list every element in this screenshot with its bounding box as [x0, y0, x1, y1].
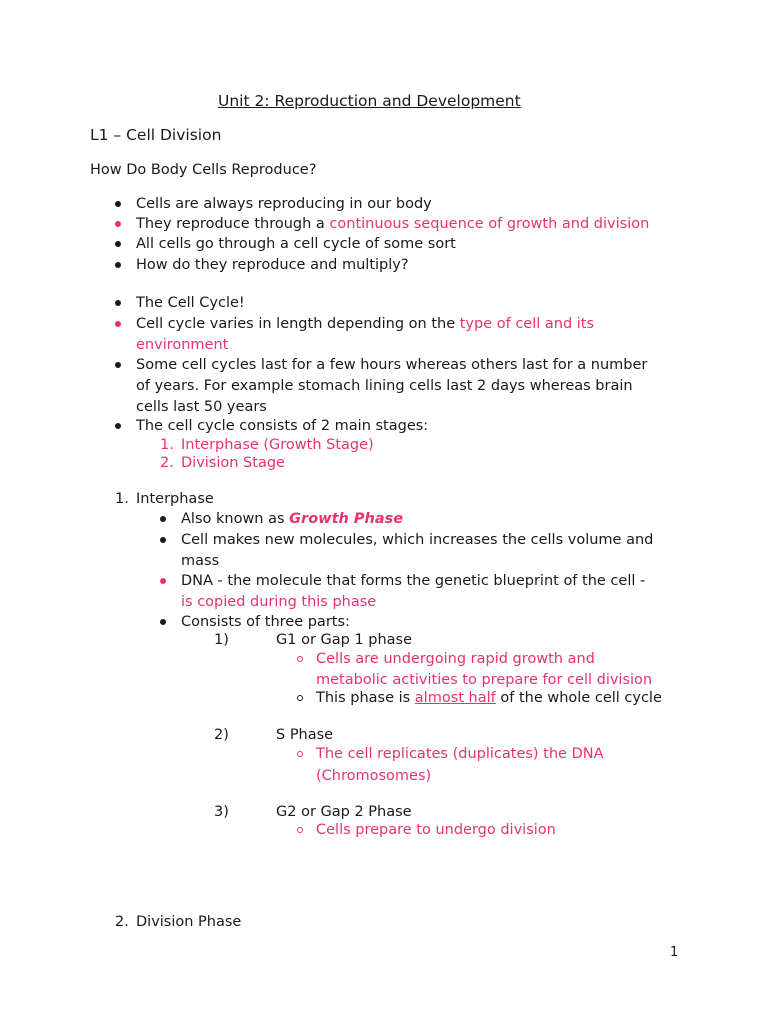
highlight-text: Cells are undergoing rapid growth and: [316, 651, 595, 667]
document-title: Unit 2: Reproduction and Development: [218, 92, 521, 110]
highlight-text: is copied during this phase: [181, 594, 377, 610]
section-heading: Division Phase: [136, 914, 242, 930]
bullet-text: mass: [181, 553, 220, 569]
bullet-text: DNA - the molecule that forms the genetic blueprint of the cell -: [181, 573, 646, 589]
sub-bullet-circle: [297, 827, 303, 833]
bullet-dot: [115, 201, 121, 207]
section-question: How Do Body Cells Reproduce?: [90, 162, 317, 178]
bullet-text: How do they reproduce and multiply?: [136, 257, 409, 273]
page-number: 1: [670, 945, 679, 960]
bullet-text: Cell makes new molecules, which increases the cells volume and: [181, 532, 654, 548]
sub-bullet-circle: [297, 751, 303, 757]
bullet-text-plain: Also known as: [181, 511, 290, 527]
part-heading: S Phase: [276, 727, 334, 743]
bullet-text: [181, 509, 403, 529]
bullet-text: Some cell cycles last for a few hours whereas others last for a number: [136, 357, 648, 373]
bullet-dot: [115, 221, 121, 227]
sub-bullet-circle: [297, 695, 303, 701]
bullet-text: of years. For example stomach lining cells last 2 days whereas brain: [136, 378, 633, 394]
highlight-text: Cells prepare to undergo division: [316, 822, 556, 838]
bullet-text-plain: Cell cycle varies in length depending on the: [136, 316, 460, 332]
bullet-dot: [115, 241, 121, 247]
highlight-text: type of cell and its: [459, 316, 595, 332]
list-number: 2.: [115, 914, 129, 930]
bullet-text: The cell cycle consists of 2 main stages:: [136, 418, 429, 434]
list-number: 1.: [160, 437, 174, 453]
bullet-dot: [115, 423, 121, 429]
highlight-text: The cell replicates (duplicates) the DNA: [316, 746, 604, 762]
part-heading: G2 or Gap 2 Phase: [276, 804, 412, 820]
bullet-text: cells last 50 years: [136, 399, 267, 415]
highlight-text: continuous sequence of growth and division: [329, 216, 650, 232]
stage-item: Division Stage: [181, 455, 285, 471]
highlight-text: metabolic activities to prepare for cell division: [316, 672, 653, 688]
bullet-dot: [115, 362, 121, 368]
bullet-text: The Cell Cycle!: [136, 295, 245, 311]
part-heading: G1 or Gap 1 phase: [276, 632, 413, 648]
bullet-dot: [115, 262, 121, 268]
bullet-text: Consists of three parts:: [181, 614, 350, 630]
sub-bullet-circle: [297, 656, 303, 662]
list-number: 1.: [115, 491, 129, 507]
bullet-dot: [160, 578, 166, 584]
sub-bullet-text-plain: of the whole cell cycle: [495, 690, 662, 706]
highlight-text: almost half: [414, 690, 496, 706]
bullet-dot: [160, 619, 166, 625]
bullet-dot: [115, 300, 121, 306]
section-heading: Interphase: [136, 491, 214, 507]
lesson-heading: L1 – Cell Division: [90, 126, 222, 144]
bullet-text: All cells go through a cell cycle of some sort: [136, 236, 456, 252]
bullet-dot: [160, 537, 166, 543]
list-number: 1): [214, 632, 229, 648]
list-number: 3): [214, 804, 229, 820]
highlight-text: Growth Phase: [289, 511, 404, 527]
list-number: 2): [214, 727, 229, 743]
sub-bullet-text-plain: This phase is: [316, 690, 415, 706]
bullet-text: Cells are always reproducing in our body: [136, 196, 432, 212]
highlight-text: (Chromosomes): [316, 768, 432, 784]
bullet-dot: [160, 516, 166, 522]
stage-item: Interphase (Growth Stage): [181, 437, 374, 453]
highlight-text: environment: [136, 337, 229, 353]
list-number: 2.: [160, 455, 174, 471]
bullet-text: [136, 214, 649, 234]
bullet-text: [136, 314, 594, 334]
bullet-text-plain: They reproduce through a: [136, 216, 330, 232]
sub-bullet-text: [316, 688, 662, 708]
bullet-dot: [115, 321, 121, 327]
